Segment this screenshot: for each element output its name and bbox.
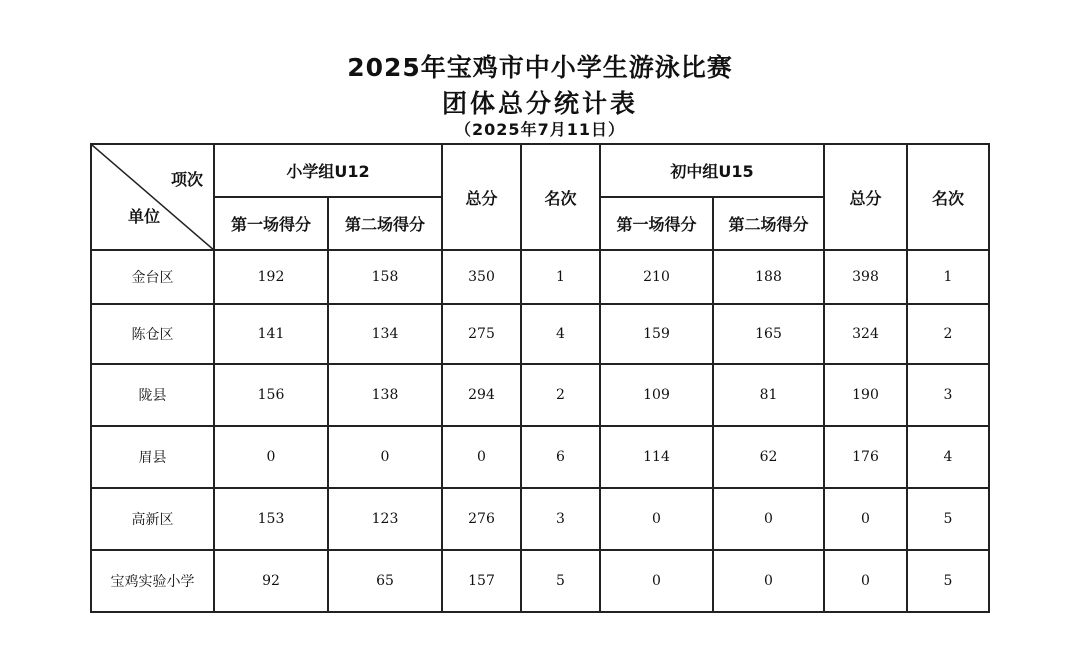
u15-round1-header: 第一场得分 xyxy=(600,197,713,250)
table-row xyxy=(91,304,989,364)
u12-rank-cell: 3 xyxy=(521,488,600,550)
u12-rank-cell: 4 xyxy=(521,304,600,364)
unit-cell: 陇县 xyxy=(91,364,214,426)
u15-round2-cell: 81 xyxy=(713,364,824,426)
unit-cell: 眉县 xyxy=(91,426,214,488)
table-row xyxy=(91,250,989,304)
u12-rank-cell: 6 xyxy=(521,426,600,488)
u15-rank-cell: 5 xyxy=(907,550,989,612)
u15-round2-cell: 165 xyxy=(713,304,824,364)
u15-total-cell: 0 xyxy=(824,550,907,612)
u12-total-cell: 157 xyxy=(442,550,521,612)
u15-total-cell: 398 xyxy=(824,250,907,304)
u12-round1-cell: 141 xyxy=(214,304,328,364)
u12-round2-cell: 134 xyxy=(328,304,442,364)
u15-total-cell: 0 xyxy=(824,488,907,550)
unit-cell: 金台区 xyxy=(91,250,214,304)
u12-total-cell: 350 xyxy=(442,250,521,304)
u15-round2-cell: 188 xyxy=(713,250,824,304)
u12-total-cell: 275 xyxy=(442,304,521,364)
document-subtitle: 团体总分统计表 xyxy=(441,89,638,118)
diagonal-divider xyxy=(92,145,215,251)
u12-round2-cell: 123 xyxy=(328,488,442,550)
u15-rank-cell: 2 xyxy=(907,304,989,364)
u12-rank-header: 名次 xyxy=(521,144,600,250)
u15-round2-cell: 0 xyxy=(713,550,824,612)
corner-label-item: 项次 xyxy=(170,170,203,189)
u15-round2-cell: 0 xyxy=(713,488,824,550)
u12-rank-cell: 5 xyxy=(521,550,600,612)
u12-total-cell: 0 xyxy=(442,426,521,488)
u15-total-cell: 190 xyxy=(824,364,907,426)
u15-rank-cell: 3 xyxy=(907,364,989,426)
u15-total-cell: 324 xyxy=(824,304,907,364)
unit-cell: 宝鸡实验小学 xyxy=(91,550,214,612)
document-title: 2025年宝鸡市中小学生游泳比赛 xyxy=(347,53,733,82)
u12-round1-cell: 192 xyxy=(214,250,328,304)
u12-round1-cell: 156 xyxy=(214,364,328,426)
corner-label-unit: 单位 xyxy=(128,207,161,226)
u12-rank-cell: 1 xyxy=(521,250,600,304)
corner-header xyxy=(91,144,214,250)
u15-rank-cell: 4 xyxy=(907,426,989,488)
u12-round2-cell: 138 xyxy=(328,364,442,426)
u12-total-header: 总分 xyxy=(442,144,521,250)
u12-round1-cell: 0 xyxy=(214,426,328,488)
table-row xyxy=(91,488,989,550)
table-row xyxy=(91,364,989,426)
u15-rank-cell: 5 xyxy=(907,488,989,550)
u15-round1-cell: 0 xyxy=(600,488,713,550)
u15-round2-cell: 62 xyxy=(713,426,824,488)
u15-round2-header: 第二场得分 xyxy=(713,197,824,250)
unit-cell: 高新区 xyxy=(91,488,214,550)
document-date: （2025年7月11日） xyxy=(455,120,625,139)
u12-round1-cell: 92 xyxy=(214,550,328,612)
u15-rank-cell: 1 xyxy=(907,250,989,304)
group-header-u15: 初中组U15 xyxy=(600,144,824,197)
u15-round1-cell: 210 xyxy=(600,250,713,304)
table-row xyxy=(91,426,989,488)
team-score-table xyxy=(90,143,990,613)
unit-cell: 陈仓区 xyxy=(91,304,214,364)
u12-round2-cell: 65 xyxy=(328,550,442,612)
u12-round2-cell: 0 xyxy=(328,426,442,488)
u12-round2-header: 第二场得分 xyxy=(328,197,442,250)
u15-rank-header: 名次 xyxy=(907,144,989,250)
table-row xyxy=(91,550,989,612)
u12-total-cell: 294 xyxy=(442,364,521,426)
u15-round1-cell: 159 xyxy=(600,304,713,364)
u12-rank-cell: 2 xyxy=(521,364,600,426)
group-header-u12: 小学组U12 xyxy=(214,144,442,197)
u15-total-header: 总分 xyxy=(824,144,907,250)
u15-total-cell: 176 xyxy=(824,426,907,488)
u12-round1-cell: 153 xyxy=(214,488,328,550)
u15-round1-cell: 0 xyxy=(600,550,713,612)
u12-round1-header: 第一场得分 xyxy=(214,197,328,250)
u15-round1-cell: 114 xyxy=(600,426,713,488)
u12-round2-cell: 158 xyxy=(328,250,442,304)
u12-total-cell: 276 xyxy=(442,488,521,550)
u15-round1-cell: 109 xyxy=(600,364,713,426)
